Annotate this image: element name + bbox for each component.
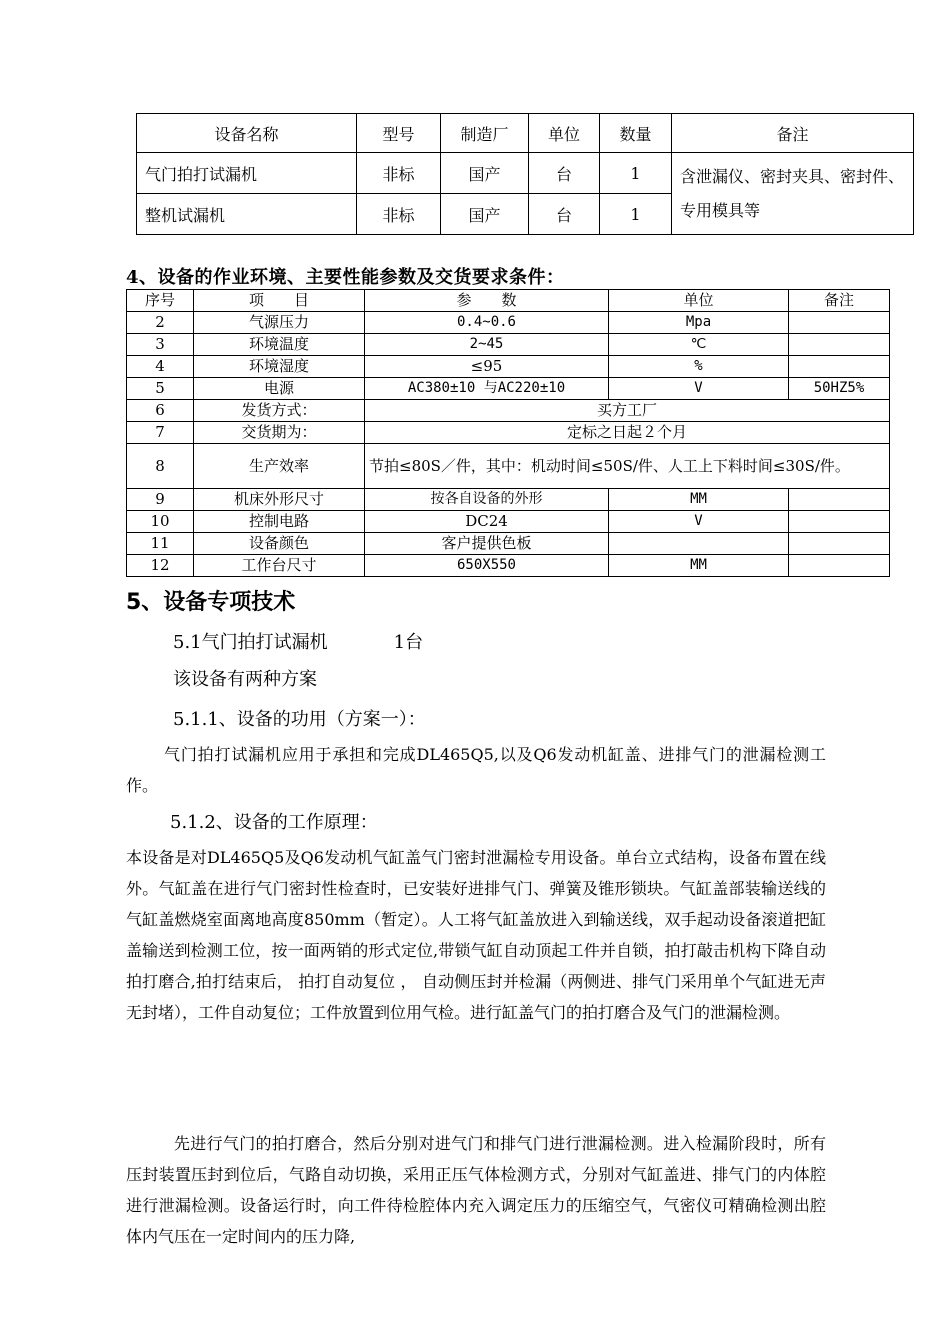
table-cell: 机床外形尺寸 [194, 489, 365, 511]
table-cell: 9 [127, 489, 194, 511]
heading-5-1-1: 5.1.1、设备的功用（方案一）： [173, 709, 426, 730]
header-cell: 制造厂 [441, 114, 529, 153]
table-cell: 环境温度 [194, 334, 365, 356]
table-row [127, 444, 890, 489]
table-cell [789, 489, 890, 511]
table-cell: 客户提供色板 [365, 533, 609, 555]
table-cell: 设备颜色 [194, 533, 365, 555]
table-header-row [137, 114, 914, 153]
table-cell: 国产 [441, 153, 529, 194]
table-cell: 8 [127, 444, 194, 489]
header-cell: 参 数 [365, 290, 609, 312]
table-cell: 控制电路 [194, 511, 365, 533]
table-cell [609, 533, 789, 555]
table-row [127, 312, 890, 334]
table-cell: 11 [127, 533, 194, 555]
table-cell: 台 [529, 153, 600, 194]
table-cell [789, 334, 890, 356]
table-cell: 非标 [357, 153, 441, 194]
table-cell: 电源 [194, 378, 365, 400]
table-cell: 整机试漏机 [137, 194, 357, 235]
subsection-5-1-qty: 1台 [393, 632, 424, 653]
header-cell: 序号 [127, 290, 194, 312]
table-cell [789, 356, 890, 378]
table-cell: 1 [600, 194, 672, 235]
table-row [127, 356, 890, 378]
table-cell: 0.4~0.6 [365, 312, 609, 334]
table-row [127, 489, 890, 511]
table-cell: 气源压力 [194, 312, 365, 334]
table-cell: Mpa [609, 312, 789, 334]
table-cell: DC24 [365, 511, 609, 533]
paragraph-5-1-2a: 本设备是对DL465Q5及Q6发动机气缸盖气门密封泄漏检专用设备。单台立式结构，设备布置在线外。气缸盖在进行气门密封性检查时，已安装好进排气门、弹簧及锥形锁块。气缸盖部装输送线的气缸盖燃烧室面离地高度850mm（暂定）。人工将气缸盖放进入到输送线，双手起动设备滚道把缸盖输送到检测工位，按一面两销的形式定位,带锁气缸自动顶起工件并自锁，拍打敲击机构下降自动拍打磨合,拍打结束后， 拍打自动复位 ， 自动侧压封并检漏（两侧进、排气门采用单个气缸进无声无封堵），工件自动复位；工件放置到位用气检。进行缸盖气门的拍打磨合及气门的泄漏检测。 [126, 848, 826, 1022]
paragraph-5-1-2b: 先进行气门的拍打磨合，然后分别对进气门和排气门进行泄漏检测。进入检漏阶段时，所有压封装置压封到位后，气路自动切换，采用正压气体检测方式，分别对气缸盖进、排气门的内体腔进行泄漏检测。设备运行时，向工件待检腔体内充入调定压力的压缩空气，气密仪可精确检测出腔体内气压在一定时间内的压力降, [126, 1134, 826, 1246]
table-cell: 定标之日起２个月 [365, 422, 890, 444]
table-cell: V [609, 378, 789, 400]
header-cell: 数量 [600, 114, 672, 153]
table-cell: ℃ [609, 334, 789, 356]
header-cell: 型号 [357, 114, 441, 153]
table-row [127, 400, 890, 422]
table-cell: MM [609, 489, 789, 511]
table-cell: 非标 [357, 194, 441, 235]
table-row [127, 511, 890, 533]
table-cell: 7 [127, 422, 194, 444]
table-cell [789, 511, 890, 533]
header-cell: 单位 [609, 290, 789, 312]
table-cell: AC380±10 与AC220±10 [365, 378, 609, 400]
table-cell: 2 [127, 312, 194, 334]
subsection-5-1-title [173, 628, 423, 654]
table-cell [789, 312, 890, 334]
table-cell: 工作台尺寸 [194, 555, 365, 577]
table-cell: 12 [127, 555, 194, 577]
table-cell: 5 [127, 378, 194, 400]
header-cell: 备注 [789, 290, 890, 312]
table-cell: 按各自设备的外形 [365, 489, 609, 511]
remark-cell: 含泄漏仪、密封夹具、密封件、专用模具等 [672, 153, 914, 235]
table-cell: 发货方式： [194, 400, 365, 422]
table-cell: 3 [127, 334, 194, 356]
header-cell: 设备名称 [137, 114, 357, 153]
subsection-5-1-name: 5.1气门拍打试漏机 [173, 632, 328, 653]
table-cell: 2~45 [365, 334, 609, 356]
section-5-title: 5、设备专项技术 [126, 590, 296, 615]
header-cell: 项 目 [194, 290, 365, 312]
table-cell: V [609, 511, 789, 533]
section-4-title: 4、设备的作业环境、主要性能参数及交货要求条件： [126, 267, 565, 288]
table-cell [789, 533, 890, 555]
table-cell: % [609, 356, 789, 378]
table-row [127, 533, 890, 555]
table-cell: 环境湿度 [194, 356, 365, 378]
parameter-table [126, 289, 890, 577]
table-cell: 买方工厂 [365, 400, 890, 422]
table-cell: 1 [600, 153, 672, 194]
plans-text: 该设备有两种方案 [173, 669, 317, 690]
header-cell: 单位 [529, 114, 600, 153]
table-cell: 10 [127, 511, 194, 533]
table-cell: 节拍≤80S／件，其中：机动时间≤50S/件、人工上下料时间≤30S/件。 [365, 444, 890, 489]
table-cell: 4 [127, 356, 194, 378]
table-cell: 交货期为： [194, 422, 365, 444]
paragraph-5-1-1: 气门拍打试漏机应用于承担和完成DL465Q5,以及Q6发动机缸盖、进排气门的泄漏检测工作。 [126, 745, 826, 795]
table-row [127, 378, 890, 400]
table-cell: 台 [529, 194, 600, 235]
table-cell: 50HZ5% [789, 378, 890, 400]
table-cell [789, 555, 890, 577]
table-cell: 生产效率 [194, 444, 365, 489]
table-row [127, 422, 890, 444]
table-row [137, 153, 914, 194]
table-cell: 国产 [441, 194, 529, 235]
header-cell: 备注 [672, 114, 914, 153]
equipment-table [136, 113, 914, 235]
table-cell: MM [609, 555, 789, 577]
heading-5-1-2: 5.1.2、设备的工作原理： [170, 812, 378, 833]
table-header-row [127, 290, 890, 312]
table-cell: ≤95 [365, 356, 609, 378]
table-cell: 6 [127, 400, 194, 422]
table-row [127, 334, 890, 356]
table-row [127, 555, 890, 577]
table-cell: 气门拍打试漏机 [137, 153, 357, 194]
table-cell: 650X550 [365, 555, 609, 577]
